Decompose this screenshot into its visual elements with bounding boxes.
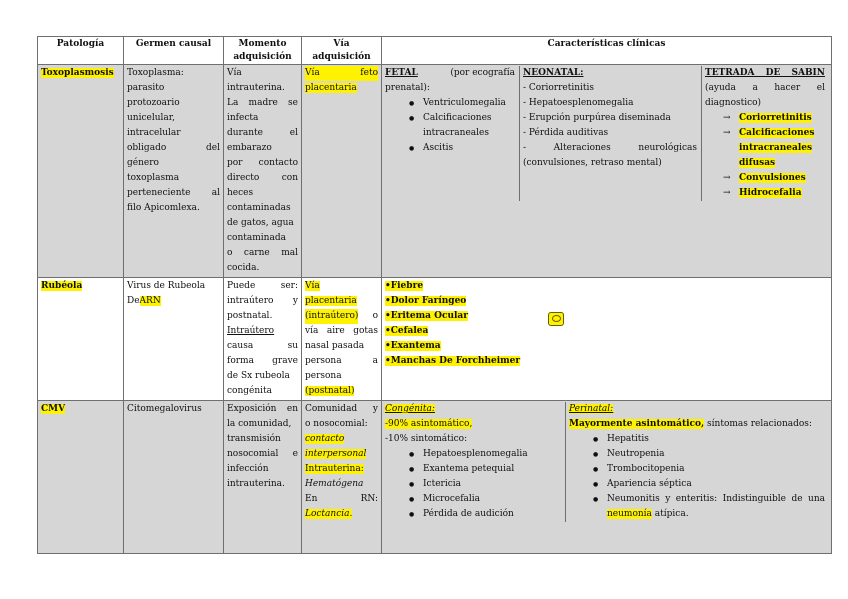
momento-line: forma grave: [227, 356, 298, 366]
momento-line: la comunidad,: [227, 419, 292, 429]
cell-caracteristicas: [382, 401, 832, 554]
via-line: placentaria: [305, 296, 357, 306]
list-item: ● Microcefalia: [409, 492, 561, 507]
via-line: contacto: [305, 434, 345, 444]
cell-via: [302, 401, 382, 554]
via-line: vía aire gotas: [305, 326, 378, 336]
germen-line: Virus de Rubeola: [127, 281, 206, 291]
list-item: ● Calcificaciones intracraneales: [409, 111, 515, 141]
via-line: [305, 309, 378, 324]
momento-line: La madre se: [227, 98, 298, 108]
germen-line: [127, 294, 220, 309]
congenita-list: [385, 447, 561, 522]
momento-line: heces: [227, 188, 254, 198]
caracteristicas-subgrid: [385, 66, 831, 201]
via-line: persona: [305, 371, 342, 381]
congenita-line: -10% sintomático:: [385, 434, 468, 444]
via-line: [305, 492, 378, 507]
germen-word: ARN: [139, 296, 161, 306]
list-item: ● Apariencia séptica: [593, 477, 825, 492]
list-item: [723, 171, 825, 186]
momento-line: durante el: [227, 128, 298, 138]
perinatal-list: [569, 432, 825, 522]
cell-momento: [224, 278, 302, 401]
congenita-line: -90% asintomático,: [385, 419, 473, 429]
momento-line: postnatal.: [227, 311, 273, 321]
via-word: En: [305, 494, 318, 504]
momento-line: por contacto: [227, 158, 298, 168]
via-word: Vía: [305, 68, 320, 78]
patologia-label: Rubéola: [41, 281, 83, 291]
perinatal-word: atípica.: [654, 509, 689, 519]
via-word: placentaria: [305, 83, 357, 93]
germen-line: unicelular,: [127, 113, 175, 123]
header-patologia: Patología: [38, 37, 124, 65]
momento-line: contaminada: [227, 233, 286, 243]
via-word: feto: [360, 68, 378, 78]
cell-patologia: [38, 401, 124, 554]
cell-germen: [124, 65, 224, 278]
cell-momento: [224, 401, 302, 554]
symptom-item: •Eritema Ocular: [385, 311, 468, 321]
cell-caracteristicas: [382, 278, 832, 401]
momento-line: transmisión: [227, 434, 281, 444]
germen-line: género: [127, 158, 159, 168]
header-row: [38, 37, 832, 65]
arrow-icon: →: [723, 188, 731, 198]
via-line: Comunidad y: [305, 404, 378, 414]
cell-via: [302, 65, 382, 278]
via-word: RN:: [360, 494, 378, 504]
neonatal-line: - Erupción purpúrea diseminada: [523, 113, 671, 123]
momento-line: embarazo: [227, 143, 272, 153]
germen-line: obligado del: [127, 143, 220, 153]
neonatal-line: - Coriorretinitis: [523, 83, 595, 93]
patologia-label: CMV: [41, 404, 66, 414]
list-item: [723, 126, 825, 171]
momento-line: nosocomial e: [227, 449, 298, 459]
fetal-list: [385, 96, 515, 156]
via-line: (postnatal): [305, 386, 355, 396]
germen-line: filo Apicomlexa.: [127, 203, 200, 213]
tetrada-section: [701, 66, 829, 201]
list-item: [593, 492, 825, 522]
germen-line: toxoplasma: [127, 173, 180, 183]
germen-line: intracelular: [127, 128, 181, 138]
list-item: [723, 186, 825, 201]
tetrada-item: Hidrocefalia: [739, 188, 802, 198]
via-line: Hematógena: [305, 479, 364, 489]
perinatal-word: Mayormente asintomático,: [569, 419, 705, 429]
list-item: ● Exantema petequial: [409, 462, 561, 477]
neonatal-line: - Alteraciones neurológicas: [523, 143, 697, 153]
perinatal-word: neumonía: [607, 509, 652, 519]
fetal-heading: [385, 66, 515, 81]
neonatal-title: NEONATAL:: [523, 68, 584, 78]
list-item: ● Ascitis: [409, 141, 515, 156]
list-item: ● Trombocitopenia: [593, 462, 825, 477]
momento-line: Vía: [227, 68, 242, 78]
momento-line: de Sx rubeola: [227, 371, 290, 381]
via-line: [305, 66, 378, 81]
patologia-label: Toxoplasmosis: [41, 68, 114, 78]
germen-line: parasito: [127, 83, 165, 93]
momento-line: o carne mal: [227, 248, 298, 258]
header-germen: Germen causal: [124, 37, 224, 65]
cell-momento: [224, 65, 302, 278]
symptom-item: •Dolor Faríngeo: [385, 296, 467, 306]
momento-line: causa su: [227, 341, 298, 351]
tetrada-item: Coriorretinitis: [739, 113, 812, 123]
header-momento: Momento adquisición: [224, 37, 302, 65]
momento-line: Puede ser:: [227, 281, 298, 291]
list-item: ● Pérdida de audición: [409, 507, 561, 522]
symptom-item: •Cefalea: [385, 326, 429, 336]
momento-line: cocida.: [227, 263, 260, 273]
tetrada-item: Convulsiones: [739, 173, 806, 183]
list-item: ● Neutropenia: [593, 447, 825, 462]
germen-line: Toxoplasma:: [127, 68, 184, 78]
cell-via: [302, 278, 382, 401]
comment-icon[interactable]: [548, 312, 564, 326]
germen-line: Citomegalovirus: [127, 404, 202, 414]
via-line: persona a: [305, 356, 378, 366]
via-line: Intrauterina:: [305, 464, 364, 474]
list-item: [723, 111, 825, 126]
tetrada-item: Calcificaciones intracraneales difusas: [739, 128, 815, 168]
momento-line: intrauterina.: [227, 479, 285, 489]
neonatal-line: (convulsiones, retraso mental): [523, 158, 662, 168]
germen-line: protozoario: [127, 98, 180, 108]
cell-germen: [124, 401, 224, 554]
symptom-item: •Manchas De Forchheimer: [385, 356, 521, 366]
via-line: o nosocomial:: [305, 419, 368, 429]
symptom-item: •Exantema: [385, 341, 441, 351]
momento-line: infecta: [227, 113, 259, 123]
perinatal-line: [569, 417, 825, 432]
list-item: ● Hepatitis: [593, 432, 825, 447]
fetal-section: [385, 66, 519, 201]
arrow-icon: →: [723, 113, 731, 123]
tetrada-title: TETRADA DE SABIN: [705, 68, 825, 78]
perinatal-word: síntomas relacionados:: [707, 419, 812, 429]
tetrada-intro: diagnostico): [705, 98, 762, 108]
symptom-item: •Fiebre: [385, 281, 424, 291]
via-word: o: [372, 311, 378, 321]
cell-germen: [124, 278, 224, 401]
header-caracteristicas: Características clínicas: [382, 37, 832, 65]
perinatal-word: Neumonitis y enteritis: Indistinguible de una: [607, 494, 825, 504]
momento-line: contaminadas: [227, 203, 291, 213]
momento-line: intrauterina.: [227, 83, 285, 93]
neonatal-line: - Hepatoesplenomegalia: [523, 98, 634, 108]
fetal-intro: (por ecografía: [450, 68, 515, 78]
momento-line: intraútero y: [227, 296, 298, 306]
arrow-icon: →: [723, 128, 731, 138]
arrow-icon: →: [723, 173, 731, 183]
germen-word: De: [127, 296, 140, 306]
list-item: ● Hepatoesplenomegalia: [409, 447, 561, 462]
momento-line: Exposición en: [227, 404, 298, 414]
fetal-intro: prenatal):: [385, 83, 430, 93]
via-line: interpersonal: [305, 449, 367, 459]
tetrada-list: [705, 111, 825, 201]
momento-line: congénita: [227, 386, 272, 396]
table-row-cmv: [38, 401, 832, 554]
cell-patologia: [38, 278, 124, 401]
momento-line: Intraútero: [227, 326, 275, 336]
congenita-section: [385, 402, 565, 522]
perinatal-title: Perinatal:: [569, 404, 614, 414]
cell-caracteristicas: [382, 65, 832, 278]
clinical-table: [37, 36, 832, 554]
momento-line: infección: [227, 464, 269, 474]
table-row-toxoplasmosis: [38, 65, 832, 278]
via-line: Vía: [305, 281, 320, 291]
congenita-title: Congénita:: [385, 404, 435, 414]
tetrada-intro: (ayuda a hacer el: [705, 83, 825, 93]
list-item: ● Ventriculomegalia: [409, 96, 515, 111]
fetal-title: FETAL: [385, 68, 418, 78]
caracteristicas-subgrid: [385, 402, 831, 522]
neonatal-section: [519, 66, 701, 201]
via-line: Loctancia.: [305, 509, 353, 519]
list-item: ● Ictericia: [409, 477, 561, 492]
momento-line: directo con: [227, 173, 298, 183]
via-word: (intraútero): [305, 309, 358, 324]
cell-patologia: [38, 65, 124, 278]
table-row-rubeola: [38, 278, 832, 401]
momento-line: de gatos, agua: [227, 218, 294, 228]
header-via: Vía adquisición: [302, 37, 382, 65]
neonatal-line: - Pérdida auditivas: [523, 128, 609, 138]
perinatal-section: [565, 402, 829, 522]
germen-line: perteneciente al: [127, 188, 220, 198]
via-line: nasal pasada: [305, 341, 365, 351]
